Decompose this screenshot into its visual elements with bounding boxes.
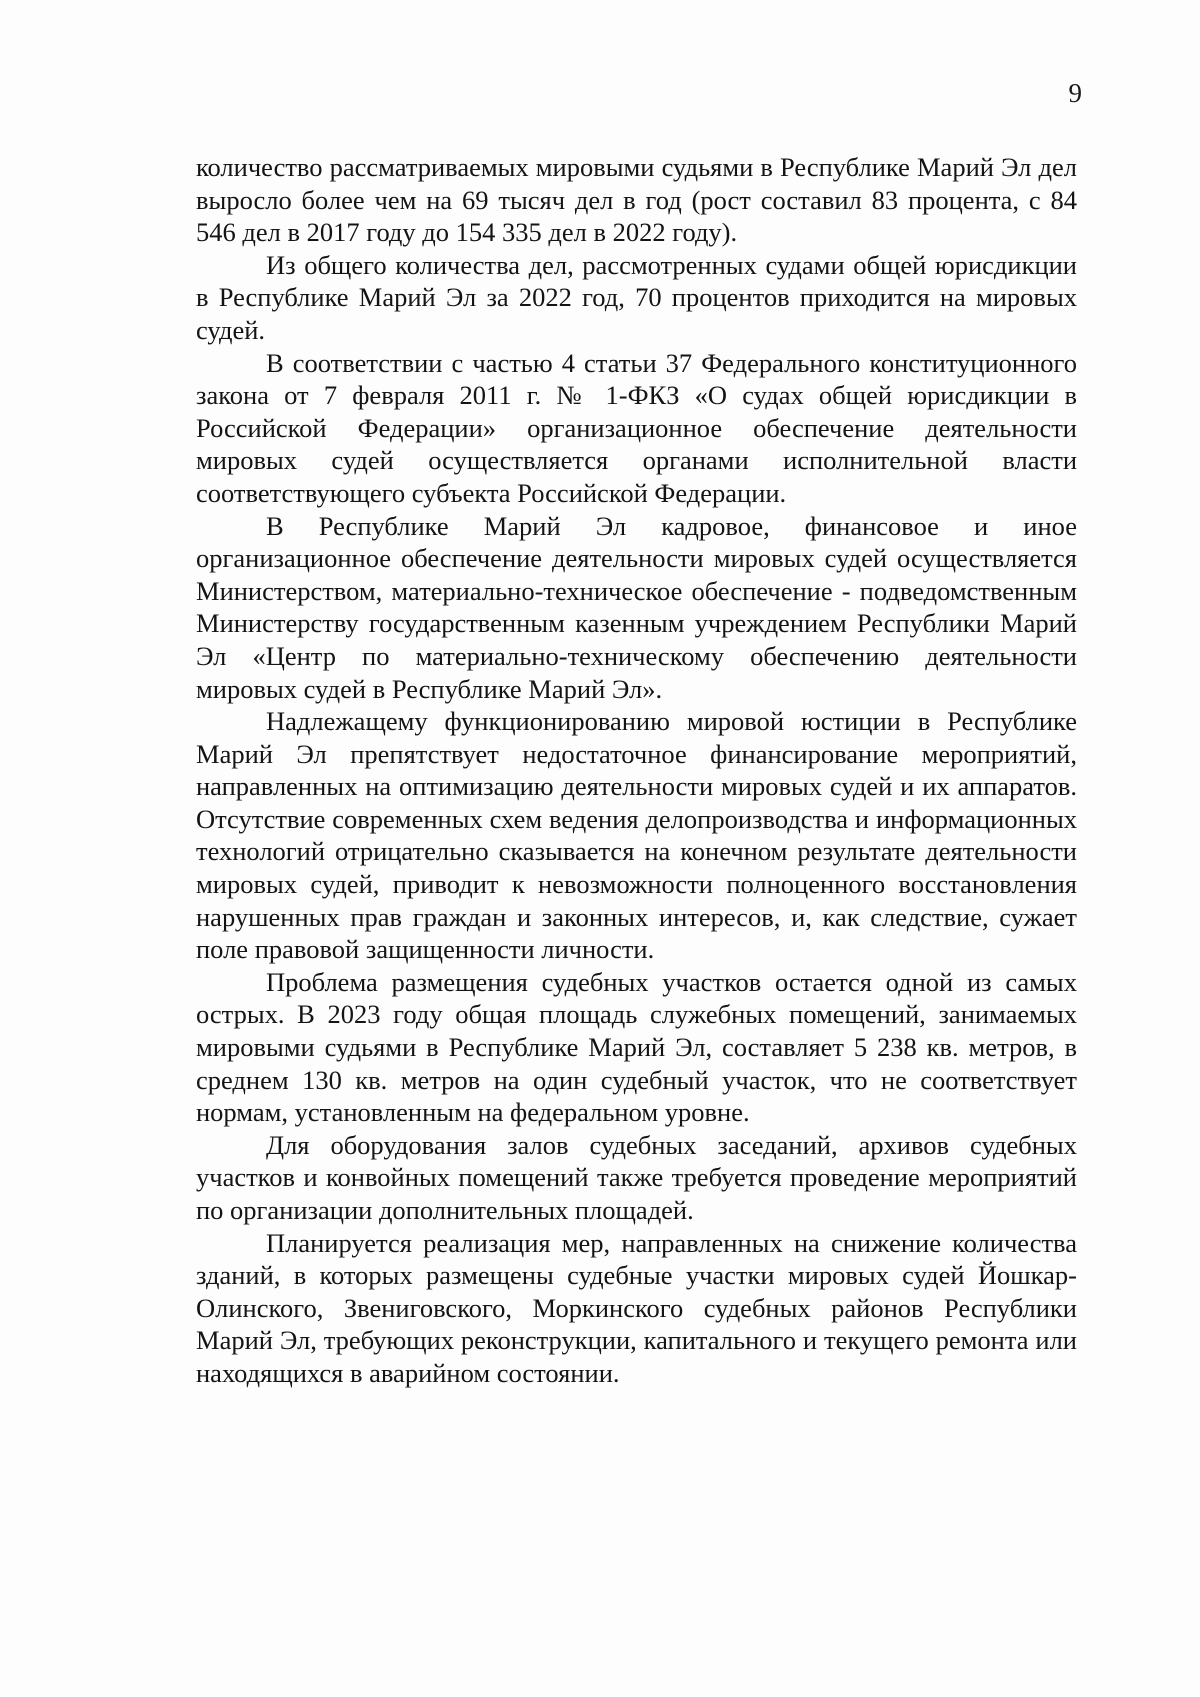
paragraph-additional-space: Для оборудования залов судебных заседаний, архивов судебных участков и конвойных помещений также требуется проведение мероприятий по организации дополнительных площадей.	[196, 1129, 1077, 1225]
paragraph-planned-measures: Планируется реализация мер, направленных на снижение количества зданий, в которых размещены судебные участки мировых судей Йошкар-Олинского, Звениговского, Моркинского судебных районов Республики Марий Эл, требующих реконструкции, капитального и текущего ремонта или находящихся в аварийном состоянии.	[196, 1227, 1077, 1388]
paragraph-federal-law: В соответствии с частью 4 статьи 37 Федерального конституционного закона от 7 февраля 2011 г. № 1-ФКЗ «О судах общей юрисдикции в Российской Федерации» организационное обеспечение деятельности мировых судей осуществляется органами исполнительной власти соответствующего субъекта Российской Федерации.	[196, 347, 1077, 508]
paragraph-financing-issues: Надлежащему функционированию мировой юстиции в Республике Марий Эл препятствует недостаточное финансирование мероприятий, направленных на оптимизацию деятельности мировых судей и их аппаратов. Отсутствие современных схем ведения делопроизводства и информационных технологий отрицательно сказывается на конечном результате деятельности мировых судей, приводит к невозможности полноценного восстановления нарушенных прав граждан и законных интересов, и, как следствие, сужает поле правовой защищенности личности.	[196, 706, 1077, 965]
paragraph-case-share: Из общего количества дел, рассмотренных судами общей юрисдикции в Республике Марий Эл за 2022 год, 70 процентов приходится на мировых судей.	[196, 249, 1077, 345]
paragraph-premises-problem: Проблема размещения судебных участков остается одной из самых острых. В 2023 году общая площадь служебных помещений, занимаемых мировыми судьями в Республике Марий Эл, составляет 5 238 кв. метров, в среднем 130 кв. метров на один судебный участок, что не соответствует нормам, установленным на федеральном уровне.	[196, 966, 1077, 1128]
document-body	[196, 151, 1077, 1390]
paragraph-continuation: количество рассматриваемых мировыми судьями в Республике Марий Эл дел выросло более чем на 69 тысяч дел в год (рост составил 83 процента, с 84 546 дел в 2017 году до 154 335 дел в 2022 году).	[196, 152, 1077, 248]
paragraph-organizational-support: В Республике Марий Эл кадровое, финансовое и иное организационное обеспечение деятельности мировых судей осуществляется Министерством, материально-техническое обеспечение - подведомственным Министерству государственным казенным учреждением Республики Марий Эл «Центр по материально-техническому обеспечению деятельности мировых судей в Республике Марий Эл».	[196, 510, 1077, 704]
page-number: 9	[1068, 78, 1082, 108]
